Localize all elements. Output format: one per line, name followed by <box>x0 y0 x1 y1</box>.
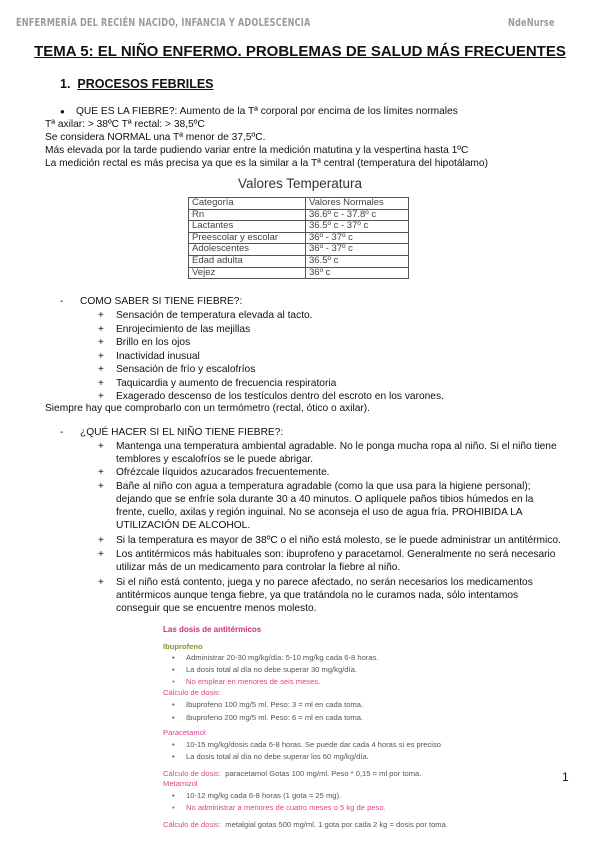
plus-bullet-icon: + <box>98 577 104 588</box>
signs-heading: COMO SABER SI TIENE FIEBRE?: <box>80 296 243 307</box>
page-number: 1 <box>562 770 569 784</box>
table-cell: Vejez <box>189 267 306 279</box>
plus-bullet-icon: + <box>98 441 104 452</box>
intro-line: La medición rectal es más precisa ya que es la similar a la Tª central (temperatura del hipotálamo) <box>45 158 488 169</box>
table-cell: 36.5º c <box>306 255 409 267</box>
table-cell: Preescolar y escolar <box>189 232 306 244</box>
intro-line: Se considera NORMAL una Tª menor de 37,5ºC. <box>45 132 266 143</box>
ibuprofeno-name: Ibuprofeno <box>163 642 203 651</box>
paracetamol-calc <box>163 763 421 781</box>
actions-heading: ¿QUÉ HACER SI EL NIÑO TIENE FIEBRE?: <box>80 427 284 438</box>
doses-block: Las dosis de antitérmicos Ibuprofeno • Administrar 20-30 mg/kg/día: 5-10 mg/kg cada 6-8 horas. • La dosis total al día no debe superar 30 mg/kg/día. • No emplear en menores de seis meses. Cálculo de dosis: • Ibuprofeno 100 mg/5 ml. Peso: 3 = ml en cada toma. • Ibuprofeno 200 mg/5 ml. Peso: 6 = ml en cada toma. Paracetamol • 10-15 mg/kg/dosis cada 6-8 horas. Se puede dar cada 4 horas si es preciso • La dosis total al día no debe superar los 60 mg/kg/día. Cálculo de dosis: paracetamol Gotas 100 mg/ml. Peso * 0,15 = ml por toma. Metamizol • 10-12 mg/kg cada 6-8 horas (1 gota = 25 mg). • No administrar a menores de cuatro meses o 5 kg de peso. Cálculo de dosis: metalgial gotas 500 mg/ml. 1 gota por cada 2 kg = dosis por toma. <box>160 624 560 824</box>
table-row <box>189 221 409 233</box>
table-cell: 36.5º c - 37º c <box>306 221 409 233</box>
table-header-cell: Categoría <box>189 198 306 210</box>
plus-bullet-icon: + <box>98 467 104 478</box>
table-row <box>189 244 409 256</box>
dot-bullet-icon: ● <box>60 107 65 116</box>
intro-line: Tª axilar: > 38ºC Tª rectal: > 38,5ºC <box>45 119 205 130</box>
plus-bullet-icon: + <box>98 364 104 375</box>
dash-bullet-icon: - <box>60 296 64 307</box>
table-row <box>189 232 409 244</box>
doses-title: Las dosis de antitérmicos <box>163 625 262 634</box>
plus-bullet-icon: + <box>98 310 104 321</box>
calc-text: paracetamol Gotas 100 mg/ml. Peso * 0,15 = ml por toma. <box>225 769 422 778</box>
plus-bullet-icon: + <box>98 377 104 389</box>
calc-label: Cálculo de dosis: <box>163 688 221 697</box>
metamizol-calc <box>163 814 448 832</box>
table-row <box>189 255 409 267</box>
table-row <box>189 209 409 221</box>
table-cell: Edad adulta <box>189 255 306 267</box>
section-title: PROCESOS FEBRILES <box>77 77 214 91</box>
dash-bullet-icon: - <box>60 427 64 438</box>
dot-bullet-icon: • <box>172 791 175 800</box>
metamizol-name: Metamizol <box>163 779 198 788</box>
table-cell: 36º - 37º c <box>306 232 409 244</box>
plus-bullet-icon: + <box>98 350 104 362</box>
plus-bullet-icon: + <box>98 549 104 560</box>
intro-bullet-text: QUE ES LA FIEBRE?: Aumento de la Tª corporal por encima de los límites normales <box>76 106 458 117</box>
dot-bullet-icon: • <box>172 713 175 722</box>
page-title: TEMA 5: EL NIÑO ENFERMO. PROBLEMAS DE SALUD MÁS FRECUENTES <box>34 43 566 60</box>
table-cell: 36º c <box>306 267 409 279</box>
plus-bullet-icon: + <box>98 337 104 348</box>
dot-bullet-icon: • <box>172 740 175 749</box>
table-row <box>189 267 409 279</box>
temperature-table-title: Valores Temperatura <box>237 176 363 191</box>
dot-bullet-icon: • <box>172 677 175 686</box>
section-number: 1. <box>60 77 71 91</box>
document-header-right: NdeNurse <box>508 17 555 29</box>
document-header-left: ENFERMERÍA DEL RECIÉN NACIDO, INFANCIA Y ADOLESCENCIA <box>16 17 311 29</box>
dot-bullet-icon: • <box>172 700 175 709</box>
table-cell: 36.6º c - 37.8º c <box>306 209 409 221</box>
table-cell: Adolescentes <box>189 244 306 256</box>
plus-bullet-icon: + <box>98 323 104 335</box>
table-header-cell: Valores Normales <box>306 198 409 210</box>
dot-bullet-icon: • <box>172 803 175 812</box>
table-cell: Lactantes <box>189 221 306 233</box>
table-header-row <box>189 198 409 210</box>
signs-note: Siempre hay que comprobarlo con un termómetro (rectal, ótico o axilar). <box>45 403 371 414</box>
dot-bullet-icon: • <box>172 653 175 662</box>
calc-text: metalgial gotas 500 mg/ml. 1 gota por cada 2 kg = dosis por toma. <box>225 820 448 829</box>
table-cell: 36º - 37º c <box>306 244 409 256</box>
intro-line: Más elevada por la tarde pudiendo variar entre la medición matutina y la vespertina hasta 1ºC <box>45 145 469 156</box>
dot-bullet-icon: • <box>172 752 175 761</box>
table-cell: Rn <box>189 209 306 221</box>
dot-bullet-icon: • <box>172 665 175 674</box>
calc-label: Cálculo de dosis: <box>163 769 221 778</box>
plus-bullet-icon: + <box>98 481 104 492</box>
plus-bullet-icon: + <box>98 535 104 546</box>
calc-label: Cálculo de dosis: <box>163 820 221 829</box>
temperature-table <box>188 197 409 279</box>
paracetamol-name: Paracetamol <box>163 728 206 737</box>
plus-bullet-icon: + <box>98 391 104 402</box>
section-heading <box>60 77 214 91</box>
